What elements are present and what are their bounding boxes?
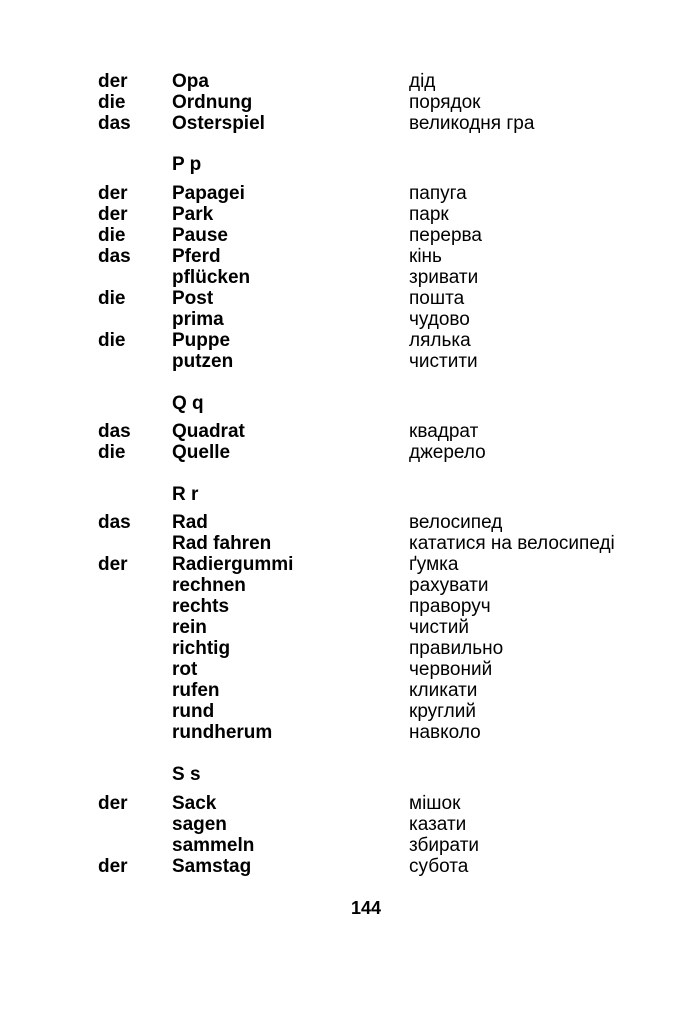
entry-word: Ordnung [172, 92, 253, 113]
entry-translation: казати [409, 814, 467, 835]
entry-translation: зривати [409, 267, 479, 288]
entry-row [0, 330, 700, 352]
entry-article: das [98, 113, 131, 134]
entry-row [0, 596, 700, 618]
entry-word: Rad [172, 512, 208, 533]
entry-article: der [98, 856, 128, 877]
entry-word: rot [172, 659, 198, 680]
entry-word: Sack [172, 793, 217, 814]
entry-translation: збирати [409, 835, 480, 856]
entry-translation: круглий [409, 701, 476, 722]
entry-word: Opa [172, 71, 209, 92]
entry-word: Papagei [172, 183, 245, 204]
entry-row [0, 554, 700, 576]
entry-word: rundherum [172, 722, 273, 743]
entry-translation: парк [409, 204, 449, 225]
entry-row [0, 659, 700, 681]
entry-article: die [98, 92, 126, 113]
entry-article: der [98, 554, 128, 575]
entry-article: das [98, 246, 131, 267]
entry-translation: правильно [409, 638, 504, 659]
entry-row [0, 793, 700, 815]
section-letter-heading: P p [172, 154, 202, 175]
entry-word: Radiergummi [172, 554, 294, 575]
entry-translation: чистий [409, 617, 469, 638]
entry-article: die [98, 330, 126, 351]
entry-word: Quelle [172, 442, 231, 463]
entry-row [0, 835, 700, 857]
section-letter-heading: S s [172, 764, 201, 785]
entry-word: putzen [172, 351, 234, 372]
entry-row [0, 814, 700, 836]
entry-word: prima [172, 309, 224, 330]
entry-row [0, 71, 700, 93]
entry-word: rechnen [172, 575, 246, 596]
entry-word: rund [172, 701, 215, 722]
entry-article: die [98, 288, 126, 309]
entry-article: das [98, 421, 131, 442]
entry-translation: порядок [409, 92, 481, 113]
entry-word: Rad fahren [172, 533, 272, 554]
entry-article: die [98, 442, 126, 463]
entry-row [0, 225, 700, 247]
entry-word: Quadrat [172, 421, 245, 442]
entry-translation: пошта [409, 288, 465, 309]
entry-translation: червоний [409, 659, 493, 680]
entry-row [0, 113, 700, 135]
entry-word: Pferd [172, 246, 221, 267]
entry-word: rein [172, 617, 207, 638]
entry-row [0, 680, 700, 702]
entry-row [0, 512, 700, 534]
entry-translation: чистити [409, 351, 478, 372]
entry-word: Osterspiel [172, 113, 265, 134]
entry-row [0, 309, 700, 331]
entry-translation: навколо [409, 722, 481, 743]
entry-translation: чудово [409, 309, 470, 330]
entry-row [0, 638, 700, 660]
entry-translation: кінь [409, 246, 442, 267]
entry-translation: дід [409, 71, 436, 92]
section-letter-heading: R r [172, 484, 199, 505]
entry-translation: великодня гра [409, 113, 535, 134]
entry-translation: мішок [409, 793, 461, 814]
entry-row [0, 856, 700, 878]
entry-row [0, 617, 700, 639]
entry-word: sagen [172, 814, 227, 835]
entry-article: das [98, 512, 131, 533]
entry-row [0, 533, 700, 555]
entry-row [0, 575, 700, 597]
entry-word: richtig [172, 638, 231, 659]
entry-row [0, 288, 700, 310]
entry-translation: кататися на велосипеді [409, 533, 615, 554]
entry-translation: рахувати [409, 575, 489, 596]
entry-translation: папуга [409, 183, 467, 204]
entry-row [0, 442, 700, 464]
entry-translation: субота [409, 856, 469, 877]
entry-article: der [98, 71, 128, 92]
entry-word: rechts [172, 596, 230, 617]
entry-word: Park [172, 204, 214, 225]
entry-row [0, 92, 700, 114]
entry-translation: ґумка [409, 554, 459, 575]
entry-word: Pause [172, 225, 228, 246]
entry-row [0, 183, 700, 205]
entry-translation: квадрат [409, 421, 479, 442]
entry-word: sammeln [172, 835, 255, 856]
entry-row [0, 722, 700, 744]
entry-translation: кликати [409, 680, 478, 701]
entry-word: pflücken [172, 267, 251, 288]
entry-translation: джерело [409, 442, 486, 463]
entry-article: der [98, 183, 128, 204]
entry-row [0, 246, 700, 268]
entry-translation: лялька [409, 330, 471, 351]
entry-word: Post [172, 288, 214, 309]
entry-word: Puppe [172, 330, 231, 351]
entry-article: der [98, 204, 128, 225]
entry-row [0, 701, 700, 723]
entry-row [0, 351, 700, 373]
page-number: 144 [350, 898, 382, 918]
entry-row [0, 267, 700, 289]
entry-translation: праворуч [409, 596, 491, 617]
entry-translation: велосипед [409, 512, 503, 533]
entry-row [0, 421, 700, 443]
entry-article: die [98, 225, 126, 246]
entry-translation: перерва [409, 225, 483, 246]
section-letter-heading: Q q [172, 393, 204, 414]
entry-word: rufen [172, 680, 220, 701]
entry-article: der [98, 793, 128, 814]
entry-row [0, 204, 700, 226]
entry-word: Samstag [172, 856, 252, 877]
